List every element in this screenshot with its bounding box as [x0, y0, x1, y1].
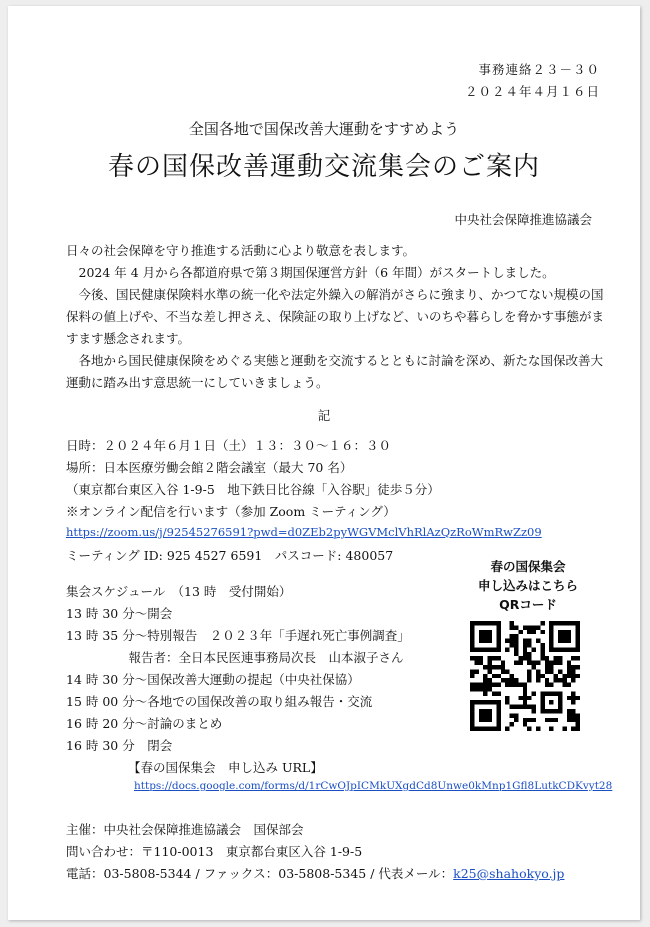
paragraph-concern: 今後、国民健康保険料水準の統一化や法定外繰入の解消がさらに強まり、かつてない規模の国保料の値上げや、不当な差し押さえ、保険証の取り上げなど、いのちや暮らしを脅かす事態がますます懸念されます。: [66, 287, 605, 346]
paragraph-greeting: 日々の社会保障を守り推進する活動に心より敬意を表します。: [66, 243, 416, 258]
qr-caption-line3: QRコード: [499, 597, 557, 612]
subtitle: 全国各地で国保改善大運動をすすめよう: [188, 120, 460, 138]
qr-caption-line2: 申し込みはこちら: [477, 578, 578, 593]
schedule-item: 15 時 00 分～各地での国保改善の取り組み報告・交流: [66, 694, 373, 709]
schedule-heading: 集会スケジュール （13 時 受付開始）: [66, 584, 292, 599]
event-datetime: 日時：２０２４年６月１日（土）１３：３０～１６：３０: [66, 438, 392, 453]
schedule-item: 報告者：全日本民医連事務局次長 山本淑子さん: [66, 650, 404, 665]
paragraph-intro: 2024 年 4 月から各都道府県で第３期国保運営方針（6 年間）がスタートしました。: [66, 265, 555, 280]
meeting-info: ミーティング ID: 925 4527 6591 パスコード: 480057: [66, 548, 394, 563]
phone-fax-text: 電話：03-5808-5344 / ファックス：03-5808-5345 / 代表メール：: [66, 866, 454, 881]
page-title: 春の国保改善運動交流集会のご案内: [107, 152, 540, 182]
schedule-item: 14 時 30 分～国保改善大運動の提起（中央社保協）: [66, 672, 360, 687]
host-info: 主催：中央社会保障推進協議会 国保部会: [66, 822, 304, 837]
document-page: [8, 6, 640, 920]
qr-code-icon[interactable]: [470, 621, 580, 731]
qr-caption-line1: 春の国保集会: [490, 559, 566, 574]
organization: 中央社会保障推進協議会: [454, 212, 592, 227]
schedule-item: 13 時 30 分～開会: [66, 606, 173, 621]
contact-phone: [66, 864, 564, 882]
document-date: ２０２４年４月１６日: [464, 84, 600, 99]
event-venue: 場所：日本医療労働会館２階会議室（最大 70 名）: [66, 460, 353, 475]
apply-link[interactable]: https://docs.google.com/forms/d/1rCwOJpICMkUXgdCd8Unwe0kMnp1Gfl8LutkCDKvyt28: [134, 780, 613, 792]
apply-label: 【春の国保集会 申し込み URL】: [128, 760, 323, 775]
online-note: ※オンライン配信を行います（参加 Zoom ミーティング）: [66, 504, 396, 519]
contact-address: 問い合わせ：〒110-0013 東京都台東区入谷 1-9-5: [66, 844, 363, 859]
zoom-link[interactable]: https://zoom.us/j/92545276591?pwd=d0ZEb2pyWGVMclVhRlAzQzRoWmRwZz09: [66, 525, 542, 539]
email-link[interactable]: k25@shahokyo.jp: [453, 866, 565, 881]
schedule-item: 16 時 30 分 閉会: [66, 738, 173, 753]
schedule-item: 16 時 20 分～討論のまとめ: [66, 716, 223, 731]
schedule-item: 13 時 35 分～特別報告 ２０２３年「手遅れ死亡事例調査」: [66, 628, 410, 643]
event-address: （東京都台東区入谷 1-9-5 地下鉄日比谷線「入谷駅」徒歩５分）: [66, 482, 440, 497]
notice-number: 事務連絡２３－３０: [478, 62, 600, 77]
paragraph-call: 各地から国民健康保険をめぐる実態と運動を交流するとともに討論を深め、新たな国保改善大運動に踏み出す意思統一にしていきましょう。: [66, 353, 604, 390]
ki-heading: 記: [317, 408, 331, 423]
